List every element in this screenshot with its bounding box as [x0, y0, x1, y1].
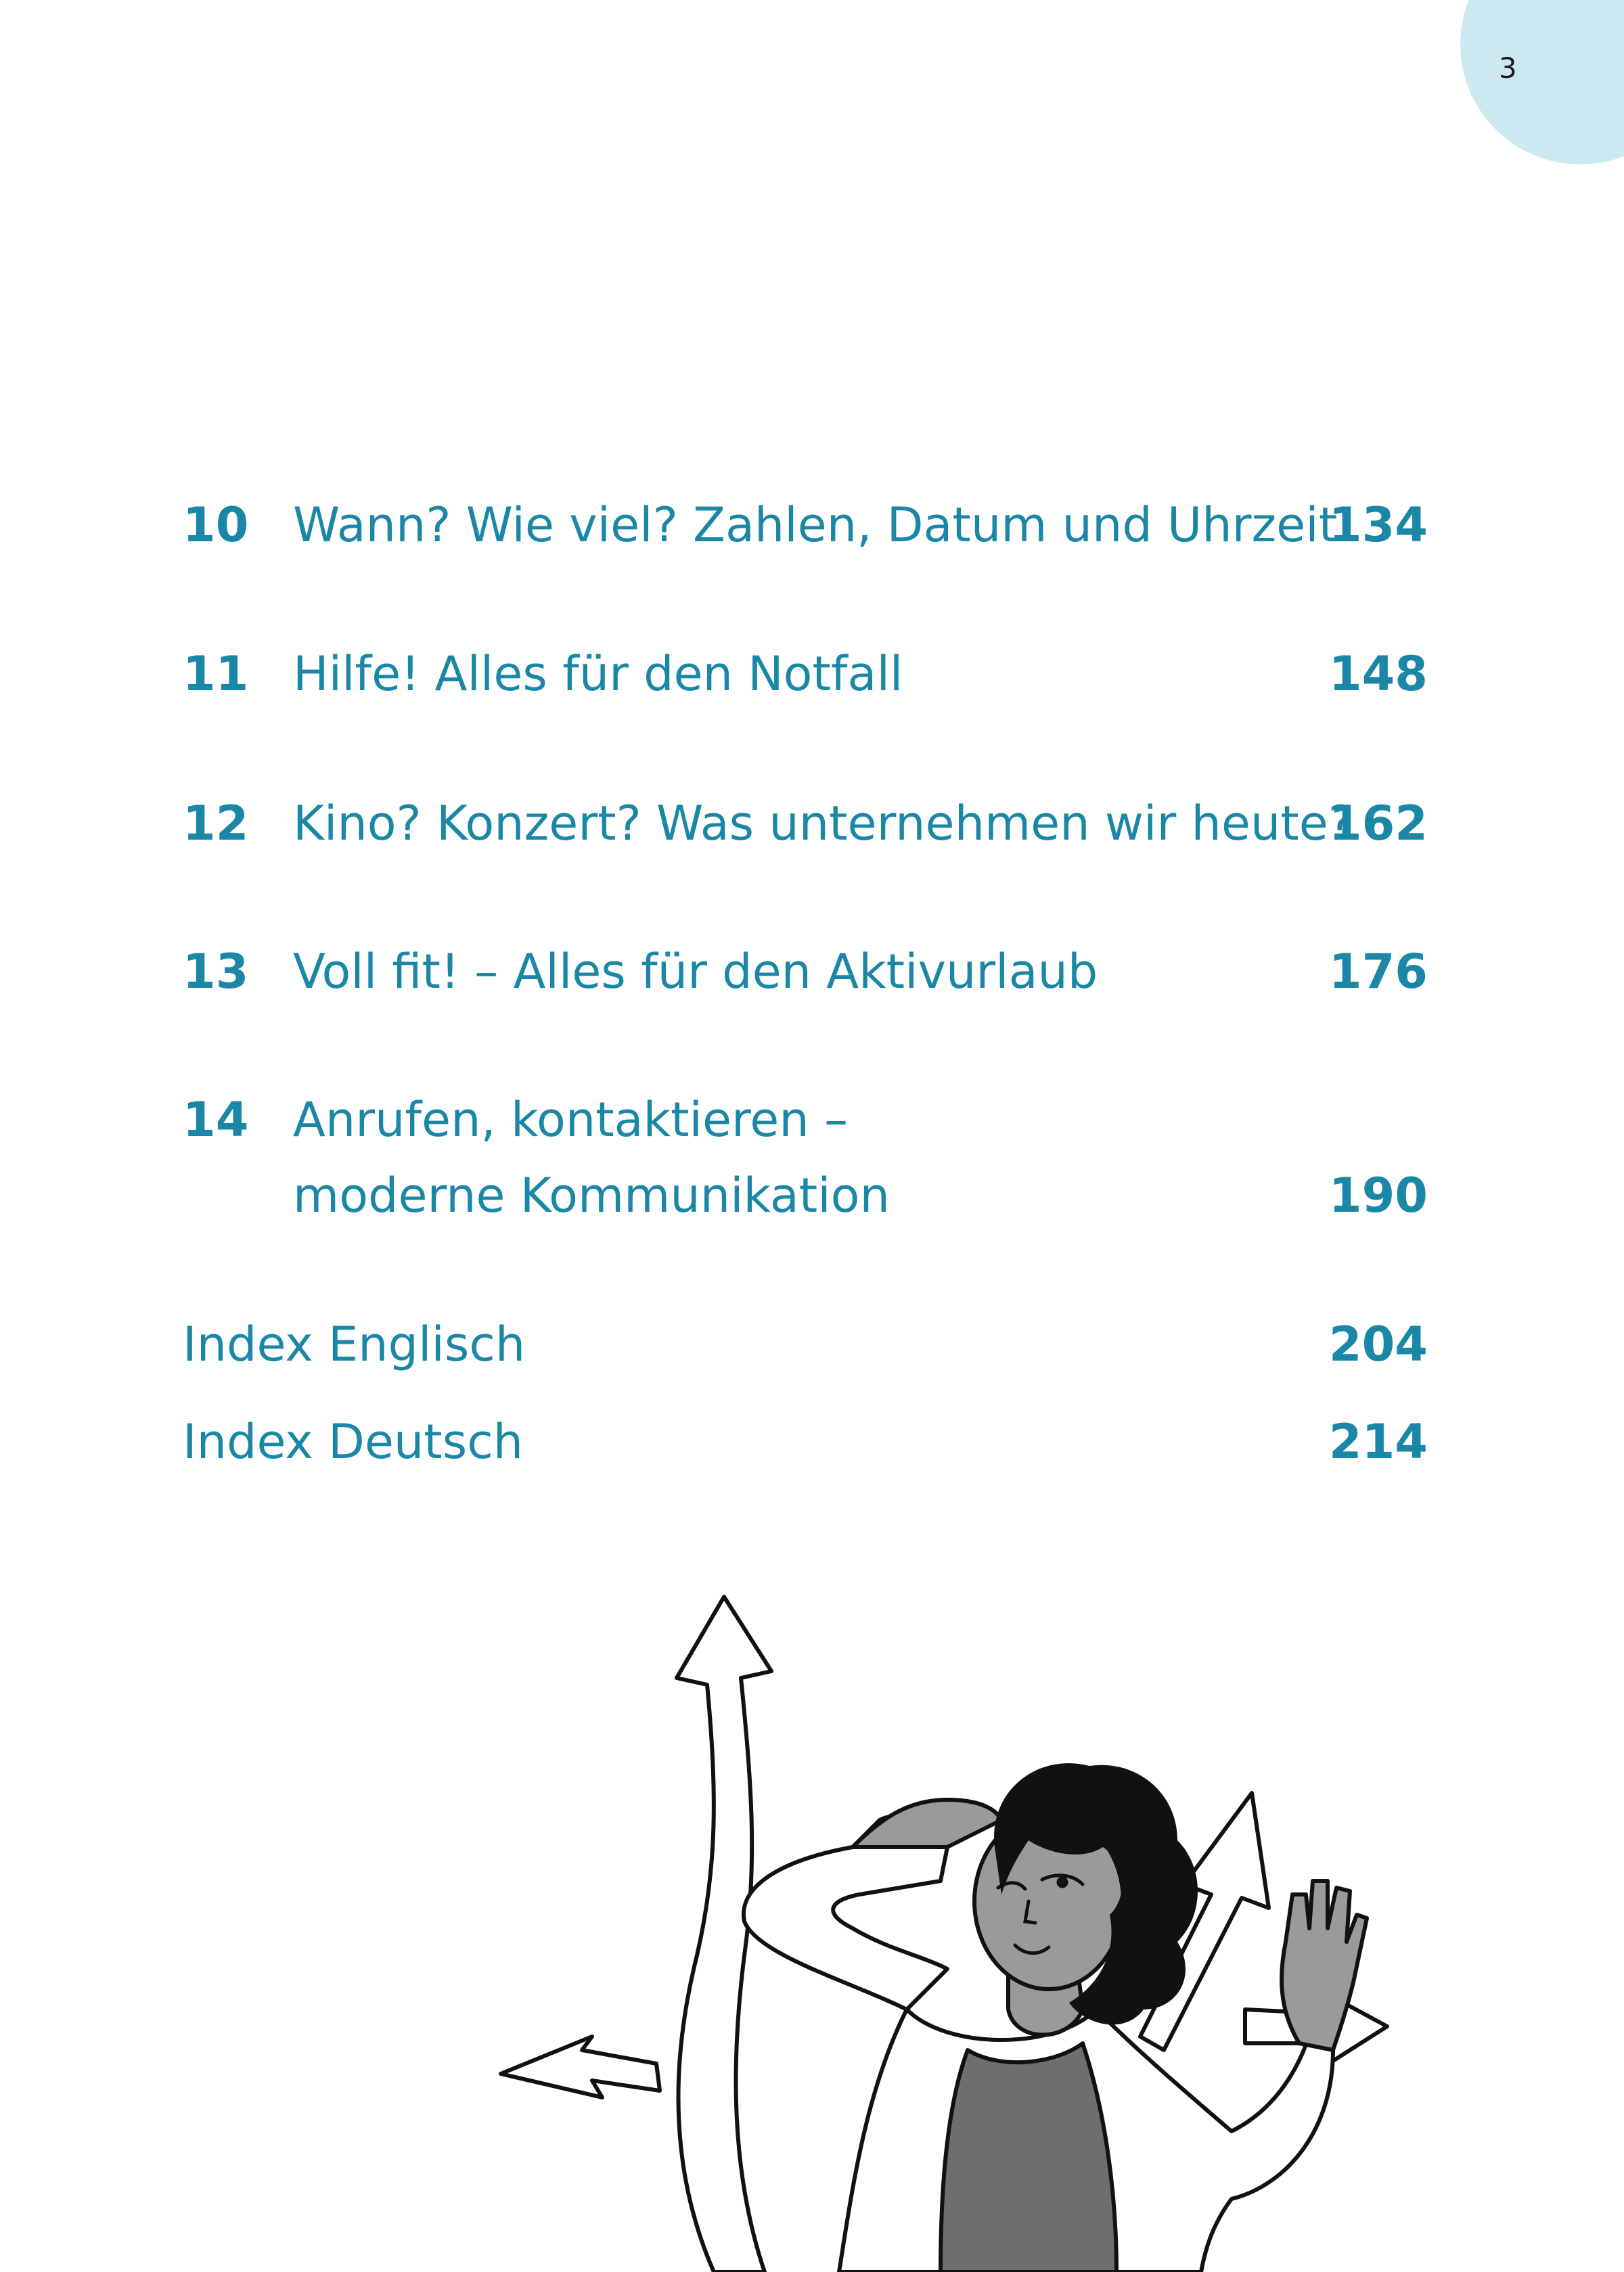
toc-entry-10[interactable] — [0, 497, 1624, 572]
toc-entry-11[interactable] — [0, 646, 1624, 721]
index-page: 214 — [1328, 1414, 1428, 1470]
index-entry-german[interactable] — [0, 1414, 1624, 1489]
chapter-title: Kino? Konzert? Was unternehmen wir heute? — [293, 796, 1354, 851]
chapter-title: Hilfe! Alles für den Notfall — [293, 646, 903, 702]
toc-entry-12[interactable] — [0, 796, 1624, 870]
page-number-badge — [1460, 0, 1624, 164]
shirt — [941, 2043, 1116, 2272]
index-title: Index Englisch — [183, 1317, 526, 1372]
chapter-page: 190 — [1328, 1168, 1428, 1223]
chapter-page: 162 — [1328, 796, 1428, 851]
chapter-number: 11 — [183, 646, 249, 702]
page-number: 3 — [1499, 51, 1517, 85]
toc-entry-14[interactable] — [0, 1092, 1624, 1248]
chapter-number: 12 — [183, 796, 249, 851]
chapter-page: 134 — [1328, 497, 1428, 553]
chapter-page: 148 — [1328, 646, 1428, 702]
index-title: Index Deutsch — [183, 1414, 524, 1470]
chapter-page: 176 — [1328, 944, 1428, 999]
index-entry-english[interactable] — [0, 1317, 1624, 1391]
pupil — [1058, 1878, 1066, 1886]
chapter-number: 13 — [183, 944, 249, 999]
chapter-title-line2: moderne Kommunikation — [293, 1168, 890, 1223]
arrow-left — [501, 2037, 660, 2097]
chapter-number: 10 — [183, 497, 249, 553]
chapter-title: Wann? Wie viel? Zahlen, Datum und Uhrzeit — [293, 497, 1338, 553]
toc-entry-13[interactable] — [0, 944, 1624, 1018]
chapter-title: Voll fit! – Alles für den Aktivurlaub — [293, 944, 1098, 999]
chapter-title-line1: Anrufen, kontaktieren – — [293, 1092, 848, 1148]
chapter-number: 14 — [183, 1092, 249, 1148]
index-page: 204 — [1328, 1317, 1428, 1372]
woman-with-arrows-illustration — [474, 1576, 1489, 2272]
